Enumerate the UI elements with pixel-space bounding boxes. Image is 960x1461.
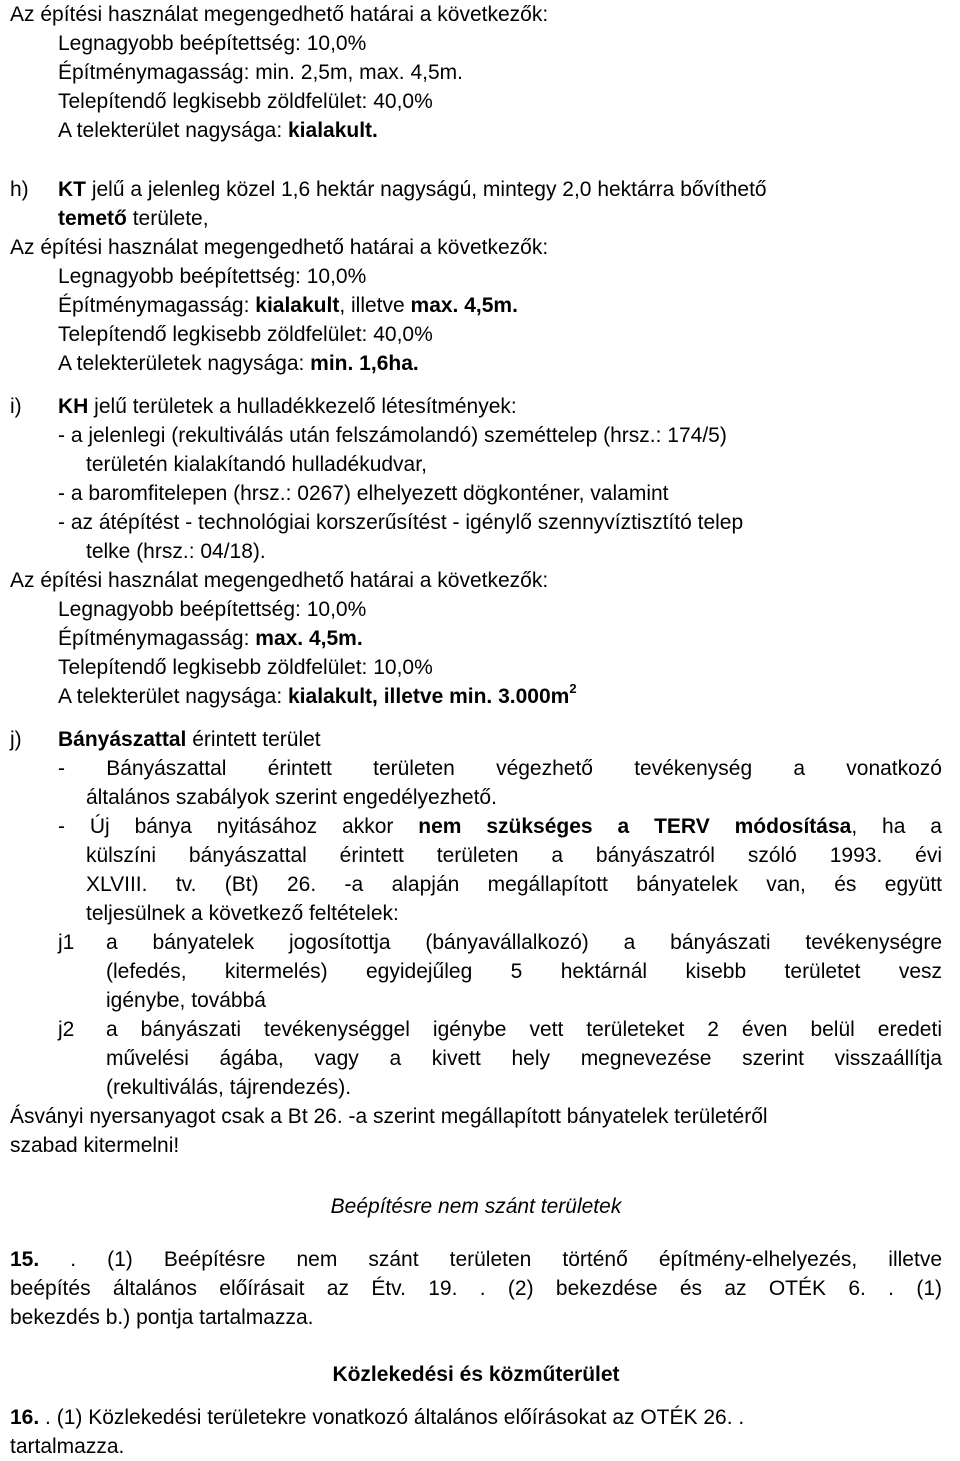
block-h-line	[10, 291, 942, 320]
dash-item-cont: külszíni bányászattal érintett területen a bányászatról szóló 1993. évi	[86, 844, 942, 867]
text: jelű a jelenleg közel 1,6 hektár nagyságú, mintegy 2,0 hektárra bővíthető	[86, 178, 767, 201]
block-g-line	[10, 116, 942, 145]
paragraph-line: bekezdés b.) pontja tartalmazza.	[10, 1306, 314, 1329]
dash-item-cont: teljesülnek a következő feltételek:	[86, 902, 399, 925]
text: A telekterület nagysága:	[58, 685, 288, 708]
dash-item-cont: területén kialakítandó hulladékudvar,	[86, 453, 427, 476]
section-title: Közlekedési és közműterület	[332, 1363, 620, 1386]
dash-item: - a baromfitelepen (hrsz.: 0267) elhelyezett dögkonténer, valamint	[58, 482, 669, 505]
bold-text: max. 4,5m.	[410, 294, 518, 317]
dash-item: - az átépítést - technológiai korszerűsítést - igénylő szennyvíztisztító telep	[58, 511, 744, 534]
paragraph-number: 15.	[10, 1248, 71, 1271]
paragraph-line: beépítés általános előírásait az Étv. 19. . (2) bekezdése és az OTÉK 6. . (1)	[10, 1277, 942, 1300]
text: , ha a	[851, 815, 942, 838]
block-j	[10, 725, 942, 1160]
dash-item-cont: általános szabályok szerint engedélyezhető.	[86, 786, 497, 809]
block-j-note: szabad kitermelni!	[10, 1134, 180, 1157]
text: A telekterületek nagysága:	[58, 352, 311, 375]
block-i-line: Legnagyobb beépítettség: 10,0%	[58, 598, 367, 621]
block-i-line	[10, 624, 942, 653]
dash-item: - Bányászattal érintett területen végezhető tevékenység a vonatkozó	[58, 757, 942, 780]
block-g-line: Építménymagasság: min. 2,5m, max. 4,5m.	[58, 61, 463, 84]
text: , illetve	[339, 294, 411, 317]
block-g-intro: Az építési használat megengedhető határai a következők:	[10, 3, 549, 26]
sub-item-label: j1	[58, 931, 75, 954]
bold-text: Bányászattal	[58, 728, 187, 751]
paragraph-number: 16.	[10, 1406, 46, 1429]
block-h-intro: Az építési használat megengedhető határai a következők:	[10, 236, 549, 259]
document-page	[10, 0, 942, 1461]
text: a bányatelek jogosítottja (bányavállalkozó) a bányászati tevékenységre	[106, 931, 942, 954]
block-i-heading	[10, 392, 942, 421]
bold-text: nem szükséges a TERV módosítása	[418, 815, 852, 838]
dash-item-cont: XLVIII. tv. (Bt) 26. -a alapján megállapított bányatelek van, és együtt	[86, 873, 942, 896]
sub-item-cont: (lefedés, kitermelés) egyidejűleg 5 hektárnál kisebb területet vesz	[106, 960, 942, 983]
block-i-intro: Az építési használat megengedhető határai a következők:	[10, 569, 549, 592]
text: . (1) Beépítésre nem szánt területen történő építmény-elhelyezés, illetve	[70, 1248, 942, 1271]
sub-item-label: j2	[58, 1018, 75, 1041]
bold-text: KT	[58, 178, 86, 201]
text: területe,	[126, 207, 209, 230]
block-h-heading-cont	[10, 204, 942, 233]
bold-text: kialakult, illetve min. 3.000m	[288, 685, 570, 708]
bold-text: KH	[58, 395, 89, 418]
item-label: i)	[10, 395, 22, 418]
bold-text: min. 1,6ha.	[310, 352, 419, 375]
bold-text: kialakult.	[288, 119, 378, 142]
block-i	[10, 392, 942, 711]
section-kozlekedesi	[10, 1360, 942, 1461]
section-title: Beépítésre nem szánt területek	[330, 1195, 622, 1218]
bold-text: max. 4,5m.	[255, 627, 363, 650]
sub-item-j2	[10, 1015, 942, 1044]
block-i-line: Telepítendő legkisebb zöldfelület: 10,0%	[58, 656, 433, 679]
text: érintett terület	[186, 728, 321, 751]
block-h-heading	[10, 175, 942, 204]
block-g-line: Telepítendő legkisebb zöldfelület: 40,0%	[58, 90, 433, 113]
block-h-line: Telepítendő legkisebb zöldfelület: 40,0%	[58, 323, 433, 346]
dash-item-cont: telke (hrsz.: 04/18).	[86, 540, 266, 563]
block-g-line: Legnagyobb beépítettség: 10,0%	[58, 32, 367, 55]
paragraph-line	[10, 1245, 942, 1274]
sub-item-cont: művelési ágába, vagy a kivett hely megnevezése szerint visszaállítja	[106, 1047, 942, 1070]
text: a bányászati tevékenységgel igénybe vett területeket 2 éven belül eredeti	[106, 1018, 942, 1041]
dash-item	[10, 812, 942, 841]
dash-item: - a jelenlegi (rekultiválás után felszámolandó) szeméttelep (hrsz.: 174/5)	[58, 424, 727, 447]
sub-item-j1	[10, 928, 942, 957]
block-h-line	[10, 349, 942, 378]
text: - Új bánya nyitásához akkor	[58, 815, 419, 838]
block-h	[10, 175, 942, 378]
text: Építménymagasság:	[58, 627, 256, 650]
bold-text: temető	[58, 207, 127, 230]
sub-item-cont: (rekultiválás, tájrendezés).	[106, 1076, 352, 1099]
section-beepitesre-nem-szant	[10, 1192, 942, 1332]
block-g	[10, 0, 942, 145]
text: A telekterület nagysága:	[58, 119, 288, 142]
text: Építménymagasság:	[58, 294, 256, 317]
paragraph-line	[10, 1403, 942, 1432]
bold-text: kialakult	[255, 294, 340, 317]
block-i-line	[10, 682, 942, 711]
block-j-heading	[10, 725, 942, 754]
item-label: h)	[10, 178, 29, 201]
item-label: j)	[10, 728, 22, 751]
text: jelű területek a hulladékkezelő létesítmények:	[88, 395, 517, 418]
block-h-line: Legnagyobb beépítettség: 10,0%	[58, 265, 367, 288]
superscript: 2	[569, 681, 577, 696]
block-j-note: Ásványi nyersanyagot csak a Bt 26. -a szerint megállapított bányatelek területéről	[10, 1105, 768, 1128]
paragraph-line: tartalmazza.	[10, 1435, 125, 1458]
text: . (1) Közlekedési területekre vonatkozó általános előírásokat az OTÉK 26. .	[45, 1406, 745, 1429]
sub-item-cont: igénybe, továbbá	[106, 989, 266, 1012]
